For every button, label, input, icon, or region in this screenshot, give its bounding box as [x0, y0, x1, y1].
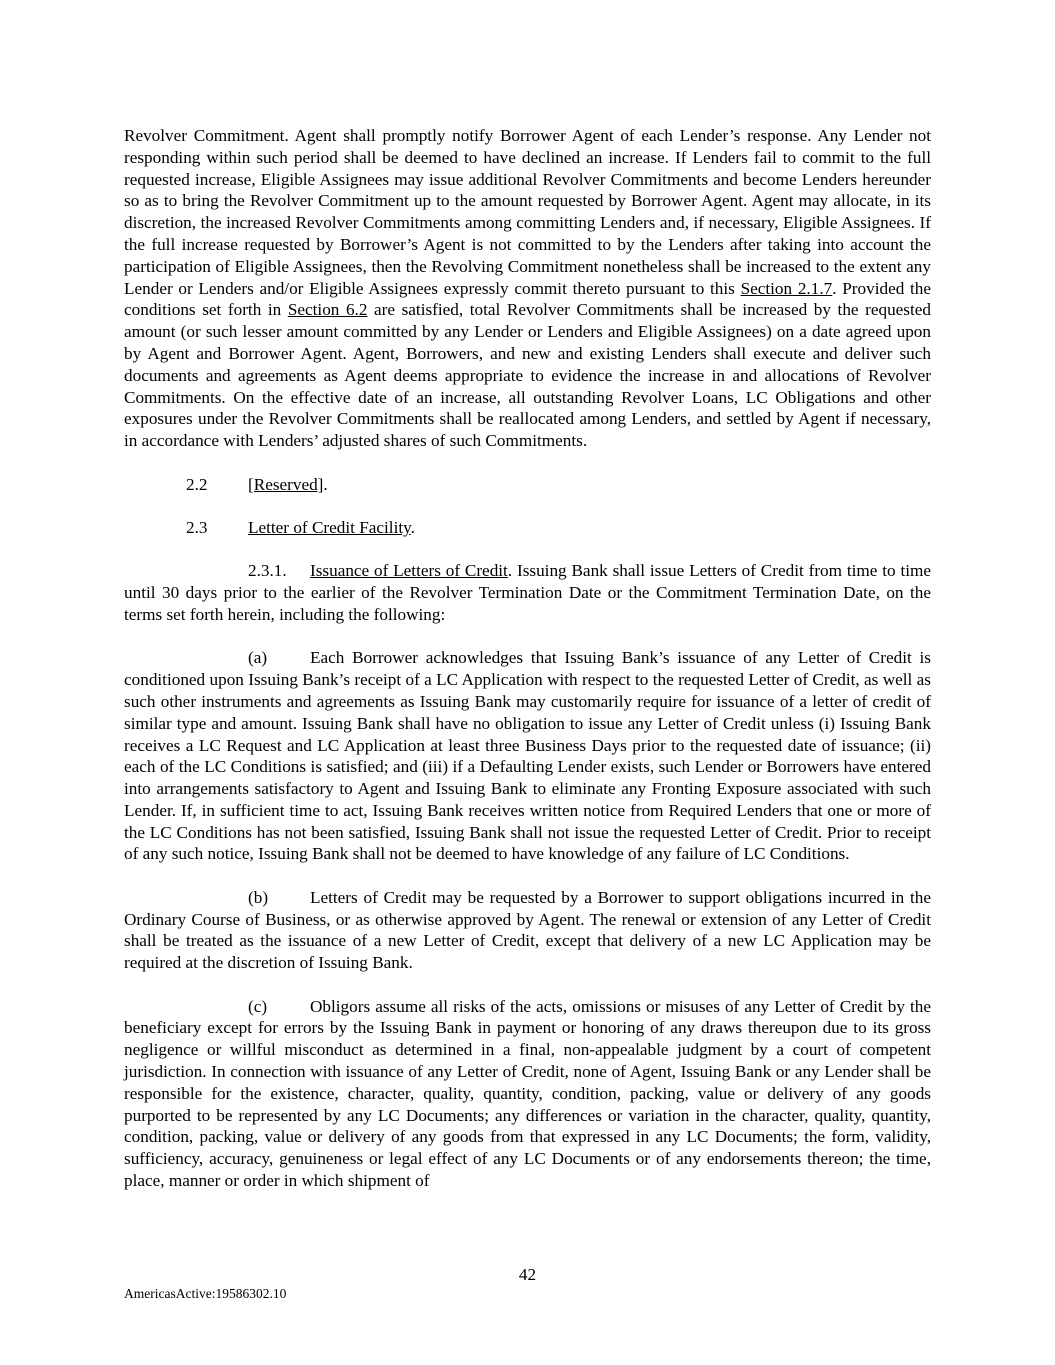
- section-2-2-heading: 2.2 [Reserved].: [124, 474, 931, 496]
- section-2-1-7-reference[interactable]: Section 2.1.7: [740, 278, 833, 298]
- document-body: [124, 125, 931, 1192]
- subsection-number: 2.3.1.: [248, 561, 287, 581]
- section-title: [Reserved]: [248, 474, 324, 494]
- subsection-title: Issuance of Letters of Credit: [310, 561, 508, 581]
- section-2-3-heading: 2.3 Letter of Credit Facility.: [124, 517, 931, 539]
- clause-number: (c): [248, 996, 268, 1016]
- clause-b-paragraph: (b) Letters of Credit may be requested by a Borrower to support obligations incurred in the Ordinary Course of Business, or as otherwise approved by Agent. The renewal or extension of any Letter of Credit shall be treated as the issuance of a new Letter of Credit, except that delivery of a new LC Application may be required at the discretion of Issuing Bank.: [124, 887, 931, 973]
- page-number: 42: [518, 1265, 537, 1284]
- clause-c-paragraph: (c) Obligors assume all risks of the acts, omissions or misuses of any Letter of Credit by the beneficiary except for errors by the Issuing Bank in payment or honoring of any draws thereupon due to its gross negligence or willful misconduct as determined in a final, non-appealable judgment by a court of competent jurisdiction. In connection with issuance of any Letter of Credit, none of Agent, Issuing Bank or any Lender shall be responsible for the existence, character, quality, quantity, condition, packing, value or delivery of any goods purported to be represented by any LC Documents; any differences or variation in the character, quality, quantity, condition, packing, value or delivery of any goods from that expressed in any LC Documents; the form, validity, sufficiency, accuracy, genuineness or legal effect of any LC Documents or of any endorsements thereon; the time, place, manner or order in which shipment of: [124, 996, 931, 1191]
- clause-a-paragraph: (a) Each Borrower acknowledges that Issuing Bank’s issuance of any Letter of Credit is conditioned upon Issuing Bank’s receipt of a LC Application with respect to the requested Letter of Credit, as well as such other instruments and agreements as Issuing Bank may customarily require for issuance of a letter of credit of similar type and amount. Issuing Bank shall have no obligation to issue any Letter of Credit unless (i) Issuing Bank receives a LC Request and LC Application at least three Business Days prior to the requested date of issuance; (ii) each of the LC Conditions is satisfied; and (iii) if a Defaulting Lender exists, such Lender or Borrowers have entered into arrangements satisfactory to Agent and Issuing Bank to eliminate any Fronting Exposure associated with such Lender. If, in sufficient time to act, Issuing Bank receives written notice from Required Lenders that one or more of the LC Conditions has not been satisfied, Issuing Bank shall not issue the requested Letter of Credit. Prior to receipt of any such notice, Issuing Bank shall not be deemed to have knowledge of any failure of LC Conditions.: [124, 648, 931, 864]
- section-title: Letter of Credit Facility: [248, 517, 411, 537]
- section-6-2-reference[interactable]: Section 6.2: [287, 300, 368, 320]
- section-number: 2.3: [186, 517, 208, 537]
- document-id: AmericasActive:19586302.10: [124, 1286, 287, 1301]
- clause-number: (a): [248, 648, 268, 668]
- section-2-3-1-paragraph: 2.3.1. Issuance of Letters of Credit. Issuing Bank shall issue Letters of Credit from time to time until 30 days prior to the earlier of the Revolver Termination Date or the Commitment Termination Date, on the terms set forth herein, including the following:: [124, 561, 931, 624]
- section-number: 2.2: [186, 474, 208, 494]
- clause-number: (b): [248, 887, 269, 907]
- paragraph-revolver-commitment: Revolver Commitment. Agent shall promptly notify Borrower Agent of each Lender’s response. Any Lender not responding within such period shall be deemed to have declined an increase. If Lenders fail to commit to the full requested increase, Eligible Assignees may issue additional Revolver Commitments and become Lenders hereunder so as to bring the Revolver Commitment up to the amount requested by Borrower Agent. Agent may allocate, in its discretion, the increased Revolver Commitments among committing Lenders and, if necessary, Eligible Assignees. If the full increase requested by Borrower’s Agent is not committed to by the Lenders after taking into account the participation of Eligible Assignees, then the Revolving Commitment nonetheless shall be increased to the extent any Lender or Lenders and/or Eligible Assignees expressly commit thereto pursuant to this Section 2.1.7. Provided the conditions set forth in Section 6.2 are satisfied, total Revolver Commitments shall be increased by the requested amount (or such lesser amount committed by any Lender or Lenders and Eligible Assignees) on a date agreed upon by Agent and Borrower Agent. Agent, Borrowers, and new and existing Lenders shall execute and deliver such documents and agreements as Agent deems appropriate to evidence the increase in and allocations of Revolver Commitments. On the effective date of an increase, all outstanding Revolver Loans, LC Obligations and other exposures under the Revolver Commitments shall be reallocated among Lenders, and settled by Agent if necessary, in accordance with Lenders’ adjusted shares of such Commitments.: [124, 126, 932, 451]
